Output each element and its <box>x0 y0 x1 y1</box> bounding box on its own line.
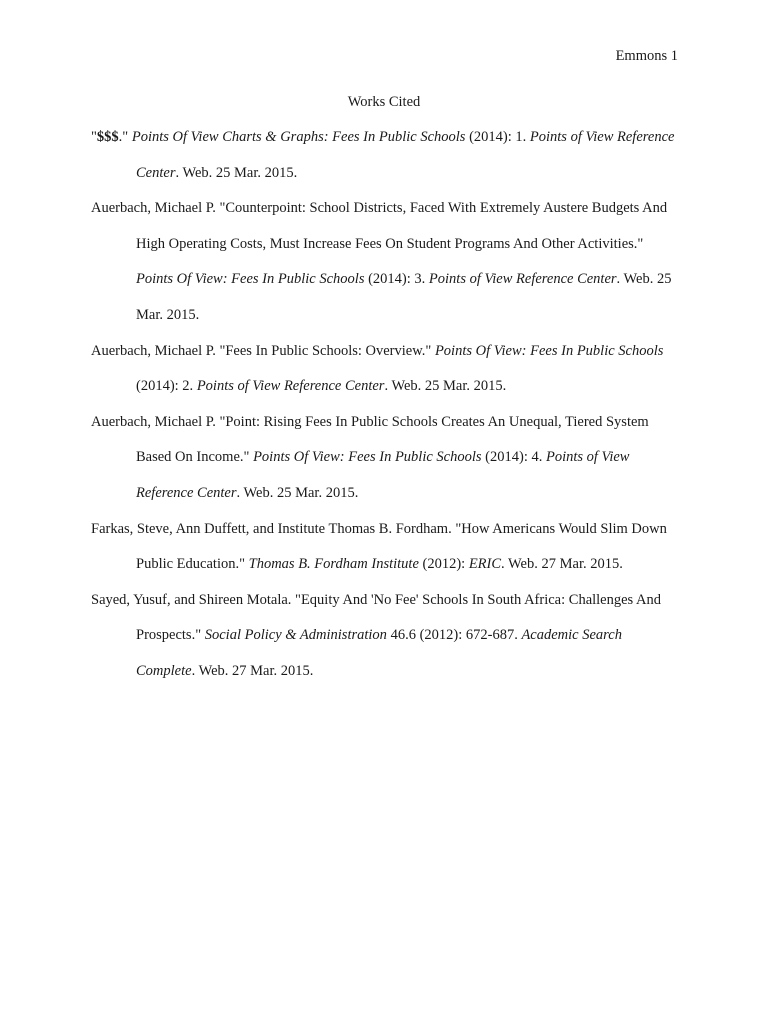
citation-text: (2014): 3. <box>364 271 429 288</box>
citation-text: Sayed, Yusuf, and Shireen Motala. "Equity And 'No Fee' Schools In South Africa: Challenges And Prospects." <box>91 591 661 644</box>
citation-italic-text: Points of View Reference Center <box>136 129 675 181</box>
page-title: Works Cited <box>347 94 421 110</box>
citation-entry <box>91 120 681 191</box>
citation-text: 46.6 (2012): 672-687. <box>386 627 522 644</box>
works-cited-list <box>91 120 681 690</box>
citation-italic-text: Points Of View Charts & Graphs: Fees In Public Schools <box>131 129 466 145</box>
citation-text: (2012): <box>418 556 469 573</box>
citation-italic-text: Points of View Reference Center <box>136 449 630 501</box>
citation-text: Auerbach, Michael P. "Fees In Public Schools: Overview." <box>91 342 435 359</box>
citation-italic-text: Points of View Reference Center <box>428 271 617 288</box>
citation-text: (2014): 4. <box>481 449 546 466</box>
citation-entry <box>91 512 681 583</box>
citation-italic-text: Social Policy & Administration <box>204 627 387 644</box>
citation-italic-text: Points Of View: Fees In Public Schools <box>136 271 365 288</box>
citation-entry <box>91 191 681 333</box>
citation-text: . Web. 27 Mar. 2015. <box>501 556 623 573</box>
citation-italic-text: Academic Search Complete <box>136 627 622 679</box>
citation-italic-text: Points Of View: Fees In Public Schools <box>253 449 482 466</box>
citation-italic-text: Points of View Reference Center <box>196 378 385 395</box>
citation-entry <box>91 334 681 405</box>
citation-text: (2014): 2. <box>136 378 197 395</box>
citation-italic-text: Points Of View: Fees In Public Schools <box>434 342 664 359</box>
citation-bold-text: $$$ <box>96 129 119 145</box>
running-head: Emmons 1 <box>615 48 678 64</box>
citation-text: (2014): 1. <box>465 129 530 145</box>
citation-text: Auerbach, Michael P. "Counterpoint: School Districts, Faced With Extremely Austere Budgets And High Operating Costs, Must Increase Fees On Student Programs And Other Activities." <box>91 200 668 252</box>
citation-text: . Web. 25 Mar. 2015. <box>384 378 507 395</box>
citation-entry <box>91 583 681 690</box>
citation-text: . Web. 27 Mar. 2015. <box>191 662 314 679</box>
citation-entry <box>91 405 681 512</box>
citation-text: Auerbach, Michael P. "Point: Rising Fees In Public Schools Creates An Unequal, Tiered System Based On Income." <box>91 413 649 466</box>
citation-italic-text: Thomas B. Fordham Institute <box>248 556 419 573</box>
citation-italic-text: ERIC <box>468 556 502 573</box>
citation-text: . Web. 25 Mar. 2015. <box>236 484 359 501</box>
citation-text: " <box>91 129 97 145</box>
citation-text: ." <box>118 129 132 145</box>
citation-text: Farkas, Steve, Ann Duffett, and Institute Thomas B. Fordham. "How Americans Would Slim Down Public Education." <box>91 520 667 573</box>
citation-text: . Web. 25 Mar. 2015. <box>136 271 672 323</box>
citation-text: . Web. 25 Mar. 2015. <box>175 164 298 181</box>
